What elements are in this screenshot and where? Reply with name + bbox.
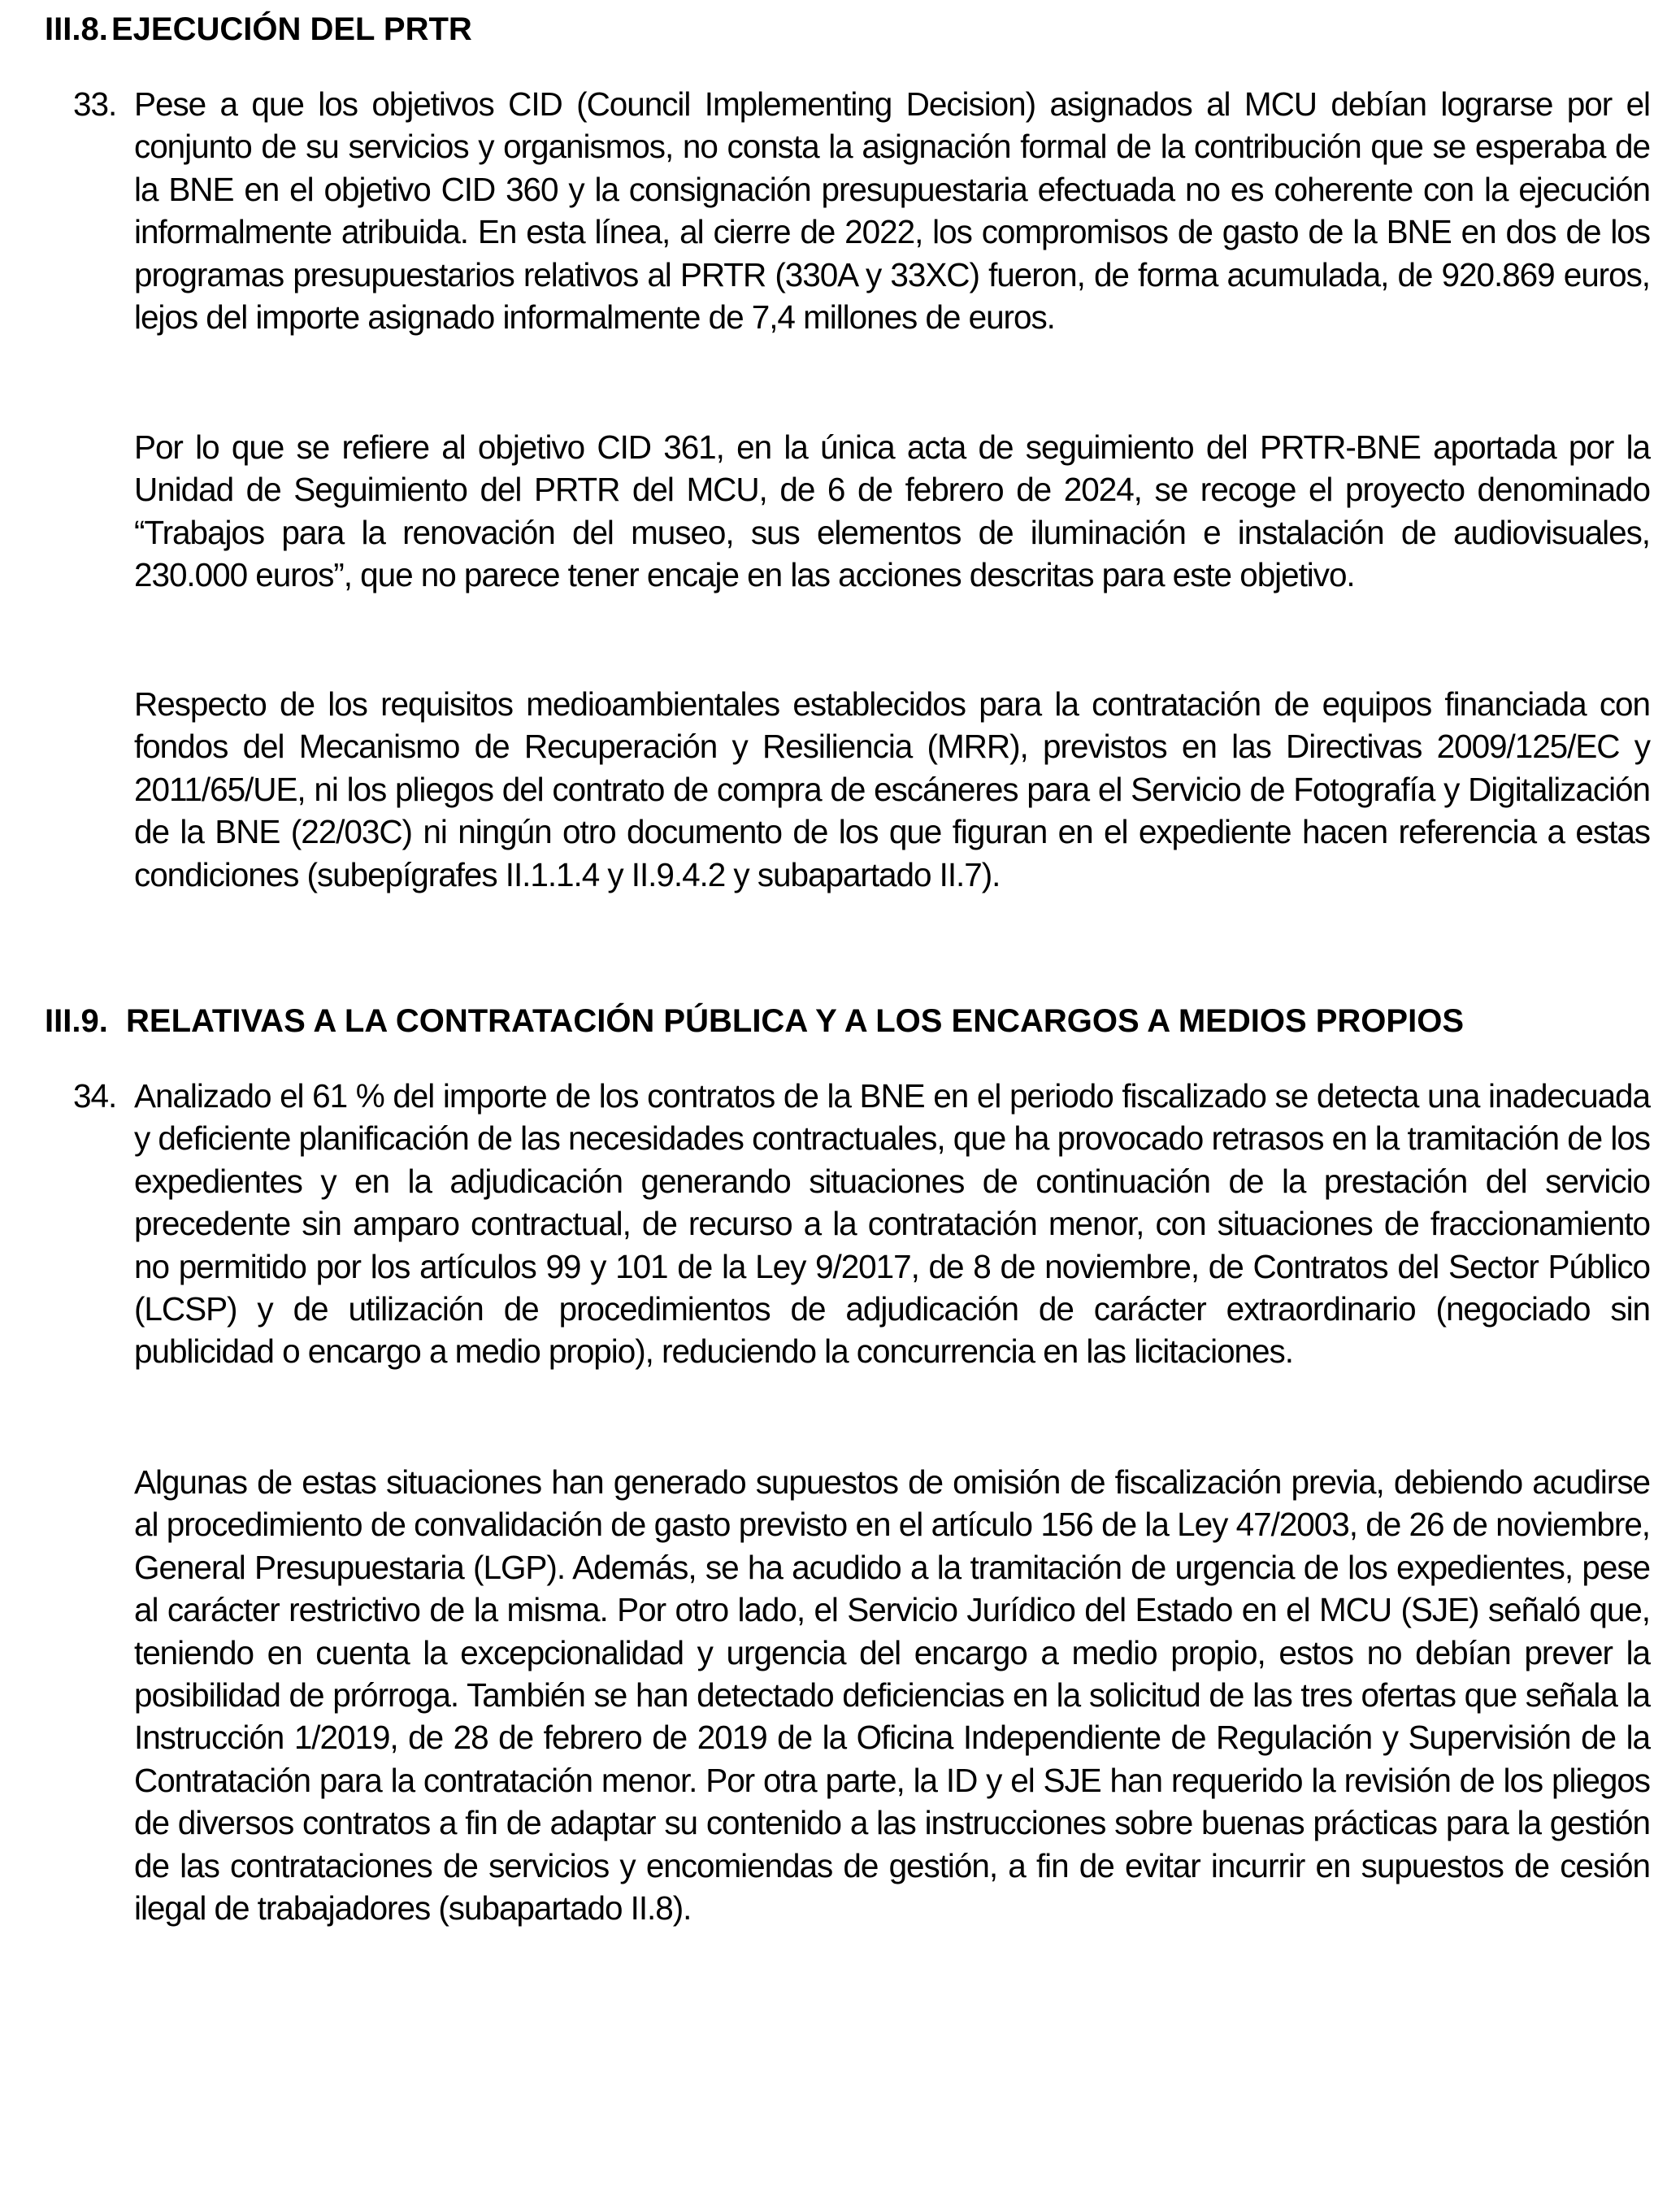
section-title: RELATIVAS A LA CONTRATACIÓN PÚBLICA Y A LOS ENCARGOS A MEDIOS PROPIOS <box>126 1003 1464 1039</box>
section-number: III.9. <box>45 1003 108 1039</box>
paragraph-number: 34. <box>73 1077 117 1115</box>
paragraph: Pese a que los objetivos CID (Council Implementing Decision) asignados al MCU debían lograrse por el conjunto de su servicios y organismos, no consta la asignación formal de la contribución que se esperaba de la BNE en el objetivo CID 360 y la consignación presupuestaria efectuada no es coherente con la ejecución informalmente atribuida. En esta línea, al cierre de 2022, los compromisos de gasto de la BNE en dos de los programas presupuestarios relativos al PRTR (330A y 33XC) fueron, de forma acumulada, de 920.869 euros, lejos del importe asignado informalmente de 7,4 millones de euros. <box>134 85 1650 337</box>
section-number: III.8. <box>45 11 108 47</box>
section-title: EJECUCIÓN DEL PRTR <box>111 11 472 47</box>
paragraph: Respecto de los requisitos medioambientales establecidos para la contratación de equipos financiada con fondos del Mecanismo de Recuperación y Resiliencia (MRR), previstos en las Directivas 2009/125/EC y 2011/65/UE, ni los pliegos del contrato de compra de escáneres para el Servicio de Fotografía y Digitalización de la BNE (22/03C) ni ningún otro documento de los que figuran en el expediente hacen referencia a estas condiciones (subepígrafes II.1.1.4 y II.9.4.2 y subapartado II.7). <box>134 685 1650 893</box>
paragraph-number: 33. <box>73 85 117 123</box>
paragraph: Analizado el 61 % del importe de los contratos de la BNE en el periodo fiscalizado se detecta una inadecuada y deficiente planificación de las necesidades contractuales, que ha provocado retrasos en la tramitación de los expedientes y en la adjudicación generando situaciones de continuación de la prestación del servicio precedente sin amparo contractual, de recurso a la contratación menor, con situaciones de fraccionamiento no permitido por los artículos 99 y 101 de la Ley 9/2017, de 8 de noviembre, de Contratos del Sector Público (LCSP) y de utilización de procedimientos de adjudicación de carácter extraordinario (negociado sin publicidad o encargo a medio propio), reduciendo la concurrencia en las licitaciones. <box>134 1077 1650 1371</box>
section-heading-iii-9 <box>45 1000 1464 1042</box>
paragraph: Por lo que se refiere al objetivo CID 361, en la única acta de seguimiento del PRTR-BNE aportada por la Unidad de Seguimiento del PRTR del MCU, de 6 de febrero de 2024, se recoge el proyecto denominado “Trabajos para la renovación del museo, sus elementos de iluminación e instalación de audiovisuales, 230.000 euros”, que no parece tener encaje en las acciones descritas para este objetivo. <box>134 428 1650 594</box>
paragraph: Algunas de estas situaciones han generado supuestos de omisión de fiscalización previa, debiendo acudirse al procedimiento de convalidación de gasto previsto en el artículo 156 de la Ley 47/2003, de 26 de noviembre, General Presupuestaria (LGP). Además, se ha acudido a la tramitación de urgencia de los expedientes, pese al carácter restrictivo de la misma. Por otro lado, el Servicio Jurídico del Estado en el MCU (SJE) señaló que, teniendo en cuenta la excepcionalidad y urgencia del encargo a medio propio, estos no debían prever la posibilidad de prórroga. También se han detectado deficiencias en la solicitud de las tres ofertas que señala la Instrucción 1/2019, de 28 de febrero de 2019 de la Oficina Independiente de Regulación y Supervisión de la Contratación para la contratación menor. Por otra parte, la ID y el SJE han requerido la revisión de los pliegos de diversos contratos a fin de adaptar su contenido a las instrucciones sobre buenas prácticas para la gestión de las contrataciones de servicios y encomiendas de gestión, a fin de evitar incurrir en supuestos de cesión ilegal de trabajadores (subapartado II.8). <box>134 1463 1650 1928</box>
section-heading-iii-8 <box>45 8 472 50</box>
